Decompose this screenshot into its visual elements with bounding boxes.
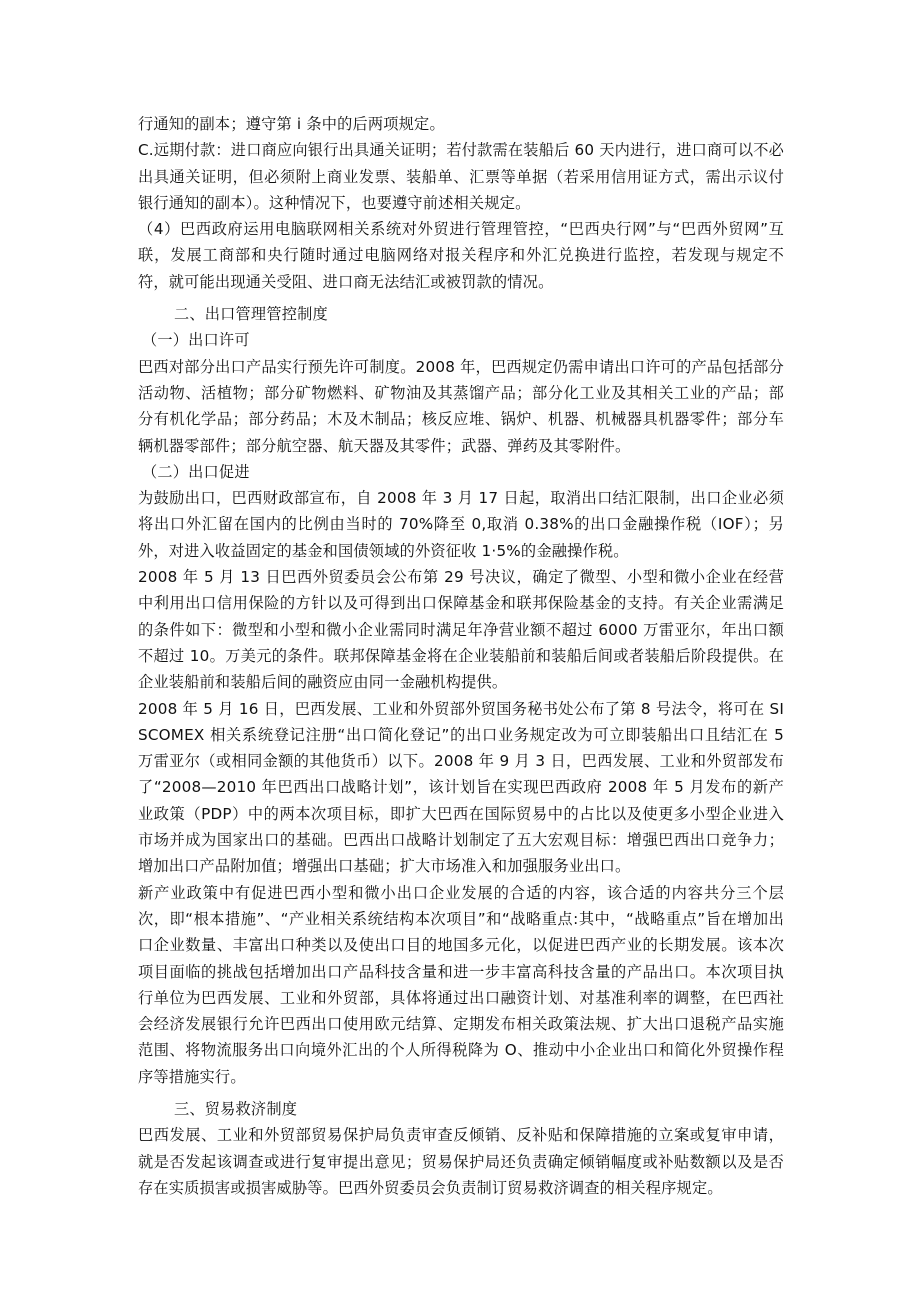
paragraph-import-notice-tail: 行通知的副本；遵守第 i 条中的后两项规定。 — [138, 115, 445, 133]
paragraph-finance-ministry: 为鼓励出口，巴西财政部宣布，自 2008 年 3 月 17 日起，取消出口结汇限制，出口企业必须将出口外汇留在国内的比例由当时的 70%降至 0,取消 0.38%的出口金融操作税（IOF）；另外，对进入收益固定的基金和国债领域的外资征收 1·5%的金融操作税。 — [138, 489, 784, 560]
paragraph-new-industrial-policy: 新产业政策中有促进巴西小型和微小出口企业发展的合适的内容，该合适的内容共分三个层次，即“根本措施”、“产业相关系统结构本次项目”和“战略重点:其中，“战略重点”旨在增加出口企业数量、丰富出口种类以及使出口目的地国多元化，以促进巴西产业的长期发展。该本次项目面临的挑战包括增加出口产品科技含量和进一步丰富高科技含量的产品出口。本次项目执行单位为巴西发展、工业和外贸部，具体将通过出口融资计划、对基准利率的调整，在巴西社会经济发展银行允许巴西出口使用欧元结算、定期发布相关政策法规、扩大出口退税产品实施范围、将物流服务出口向境外汇出的个人所得税降为 O、推动中小企业出口和简化外贸操作程序等措施实行。 — [138, 883, 784, 1086]
paragraph-trade-remedy: 巴西发展、工业和外贸部贸易保护局负责审查反倾销、反补贴和保障措施的立案或复审申请，就是否发起该调查或进行复审提出意见；贸易保护局还负责确定倾销幅度或补贴数额以及是否存在实质损害或损害威胁等。巴西外贸委员会负责制订贸易救济调查的相关程序规定。 — [138, 1126, 784, 1197]
paragraph-computer-network-control: （4）巴西政府运用电脑联网相关系统对外贸进行管理管控，“巴西央行网”与“巴西外贸网”互联，发展工商部和央行随时通过电脑网络对报关程序和外汇兑换进行监控，若发现与规定不符，就可能出现通关受阻、进口商无法结汇或被罚款的情况。 — [138, 220, 784, 291]
document-page — [138, 111, 784, 1201]
section-heading-export-management: 二、出口管理管控制度 — [174, 305, 328, 324]
subheading-export-license: （一）出口许可 — [142, 331, 250, 350]
subheading-export-promotion: （二）出口促进 — [142, 462, 250, 481]
paragraph-export-license: 巴西对部分出口产品实行预先许可制度。2008 年，巴西规定仍需申请出口许可的产品包括部分活动物、活植物；部分矿物燃料、矿物油及其蒸馏产品；部分化工业及其相关工业的产品；部分有机化学品；部分药品；木及木制品；核反应堆、锅炉、机器、机械器具机器零件；部分车辆机器零部件；部分航空器、航天器及其零件；武器、弹药及其零附件。 — [138, 357, 784, 455]
paragraph-forward-payment: C.远期付款：进口商应向银行出具通关证明；若付款需在装船后 60 天内进行，进口商可以不必出具通关证明，但必须附上商业发票、装船单、汇票等单据（若采用信用证方式，需出示议付银行通知的副本）。这种情况下，也要遵守前述相关规定。 — [138, 141, 784, 212]
section-heading-trade-remedy: 三、贸易救济制度 — [174, 1099, 298, 1118]
paragraph-decree-8-strategy: 2008 年 5 月 16 日，巴西发展、工业和外贸部外贸国务秘书处公布了第 8 号法令，将可在 SISCOMEX 相关系统登记注册“出口简化登记”的出口业务规定改为可立即装船出口且结汇在 5 万雷亚尔（或相同金额的其他货币）以下。2008 年 9 月 3 日，巴西发展、工业和外贸部发布了“2008—2010 年巴西出口战略计划”，该计划旨在实现巴西政府 2008 年 5 月发布的新产业政策（PDP）中的两本次项目标，即扩大巴西在国际贸易中的占比以及使更多小型企业进入市场并成为国家出口的基础。巴西出口战略计划制定了五大宏观目标：增强巴西出口竞争力；增加出口产品附加值；增强出口基础；扩大市场准入和加强服务业出口。 — [138, 699, 784, 876]
paragraph-resolution-29: 2008 年 5 月 13 日巴西外贸委员会公布第 29 号决议，确定了微型、小型和微小企业在经营中利用出口信用保险的方针以及可得到出口保障基金和联邦保险基金的支持。有关企业需满足的条件如下：微型和小型和微小企业需同时满足年净营业额不超过 6000 万雷亚尔，年出口额不超过 10。万美元的条件。联邦保障基金将在企业装船前和装船后间或者装船后阶段提供。在企业装船前和装船后间的融资应由同一金融机构提供。 — [138, 568, 784, 692]
